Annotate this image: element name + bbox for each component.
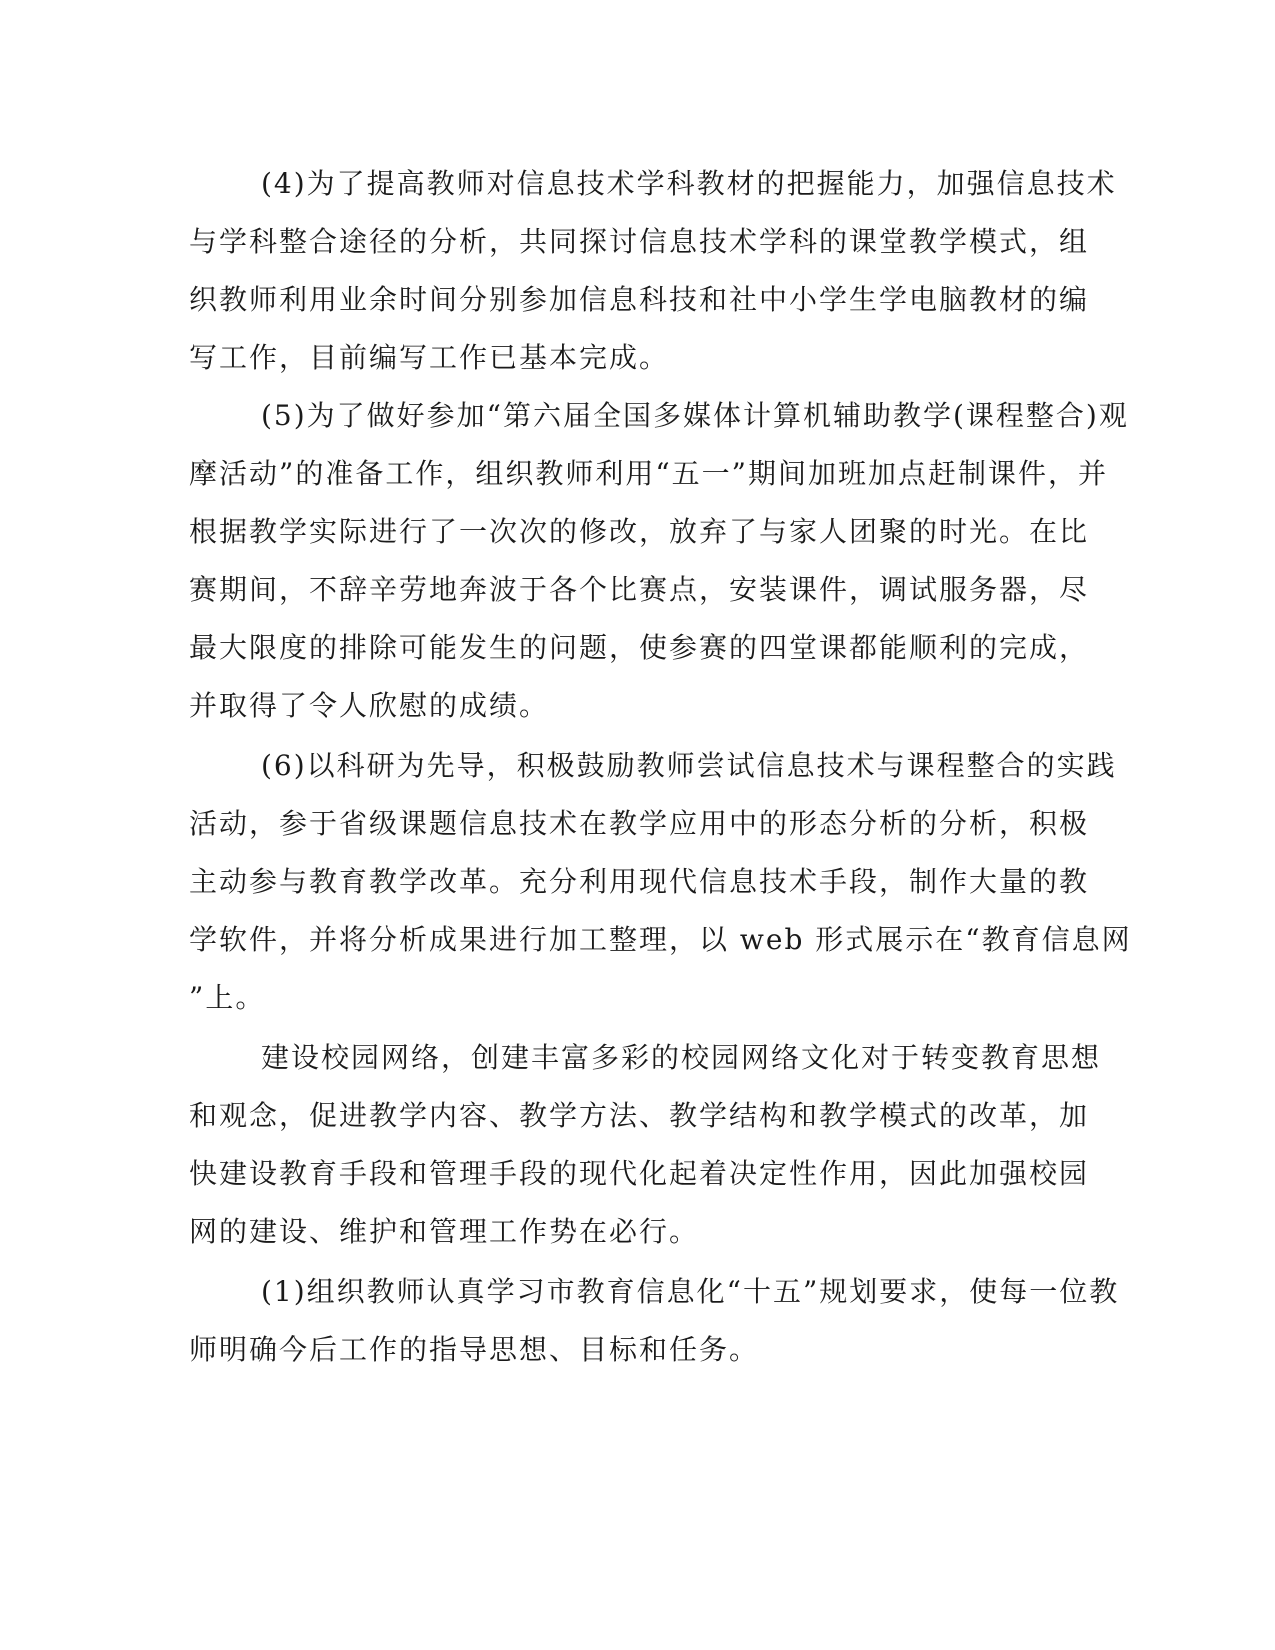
text-line: 赛期间，不辞辛劳地奔波于各个比赛点，安装课件，调试服务器，尽 — [189, 573, 1090, 606]
text-line: 建设校园网络，创建丰富多彩的校园网络文化对于转变教育思想 — [261, 1041, 1102, 1074]
text-line: 和观念，促进教学内容、教学方法、教学结构和教学模式的改革，加 — [189, 1099, 1090, 1132]
text-line: 根据教学实际进行了一次次的修改，放弃了与家人团聚的时光。在比 — [189, 515, 1090, 548]
text-line: 最大限度的排除可能发生的问题，使参赛的四堂课都能顺利的完成， — [189, 631, 1090, 664]
text-line: (5)为了做好参加“第六届全国多媒体计算机辅助教学(课程整合)观 — [261, 399, 1129, 432]
text-line: 摩活动”的准备工作，组织教师利用“五一”期间加班加点赶制课件，并 — [189, 457, 1108, 490]
text-line: 与学科整合途径的分析，共同探讨信息技术学科的课堂教学模式，组 — [189, 225, 1090, 258]
text-line: 活动，参于省级课题信息技术在教学应用中的形态分析的分析，积极 — [189, 807, 1090, 840]
text-line: (6)以科研为先导，积极鼓励教师尝试信息技术与课程整合的实践 — [261, 749, 1117, 782]
text-line: 写工作，目前编写工作已基本完成。 — [189, 341, 670, 374]
text-line: 主动参与教育教学改革。充分利用现代信息技术手段，制作大量的教 — [189, 865, 1090, 898]
text-line: 织教师利用业余时间分别参加信息科技和社中小学生学电脑教材的编 — [189, 283, 1090, 316]
text-line: 快建设教育手段和管理手段的现代化起着决定性作用，因此加强校园 — [189, 1157, 1090, 1190]
text-line: 网的建设、维护和管理工作势在必行。 — [189, 1215, 700, 1248]
text-line: 师明确今后工作的指导思想、目标和任务。 — [189, 1333, 760, 1366]
text-line: (1)组织教师认真学习市教育信息化“十五”规划要求，使每一位教 — [261, 1275, 1120, 1308]
text-line: 学软件，并将分析成果进行加工整理，以 web 形式展示在“教育信息网 — [189, 923, 1132, 956]
text-line: 并取得了令人欣慰的成绩。 — [189, 689, 550, 722]
text-line: (4)为了提高教师对信息技术学科教材的把握能力，加强信息技术 — [261, 167, 1117, 200]
text-line: ”上。 — [189, 981, 266, 1014]
